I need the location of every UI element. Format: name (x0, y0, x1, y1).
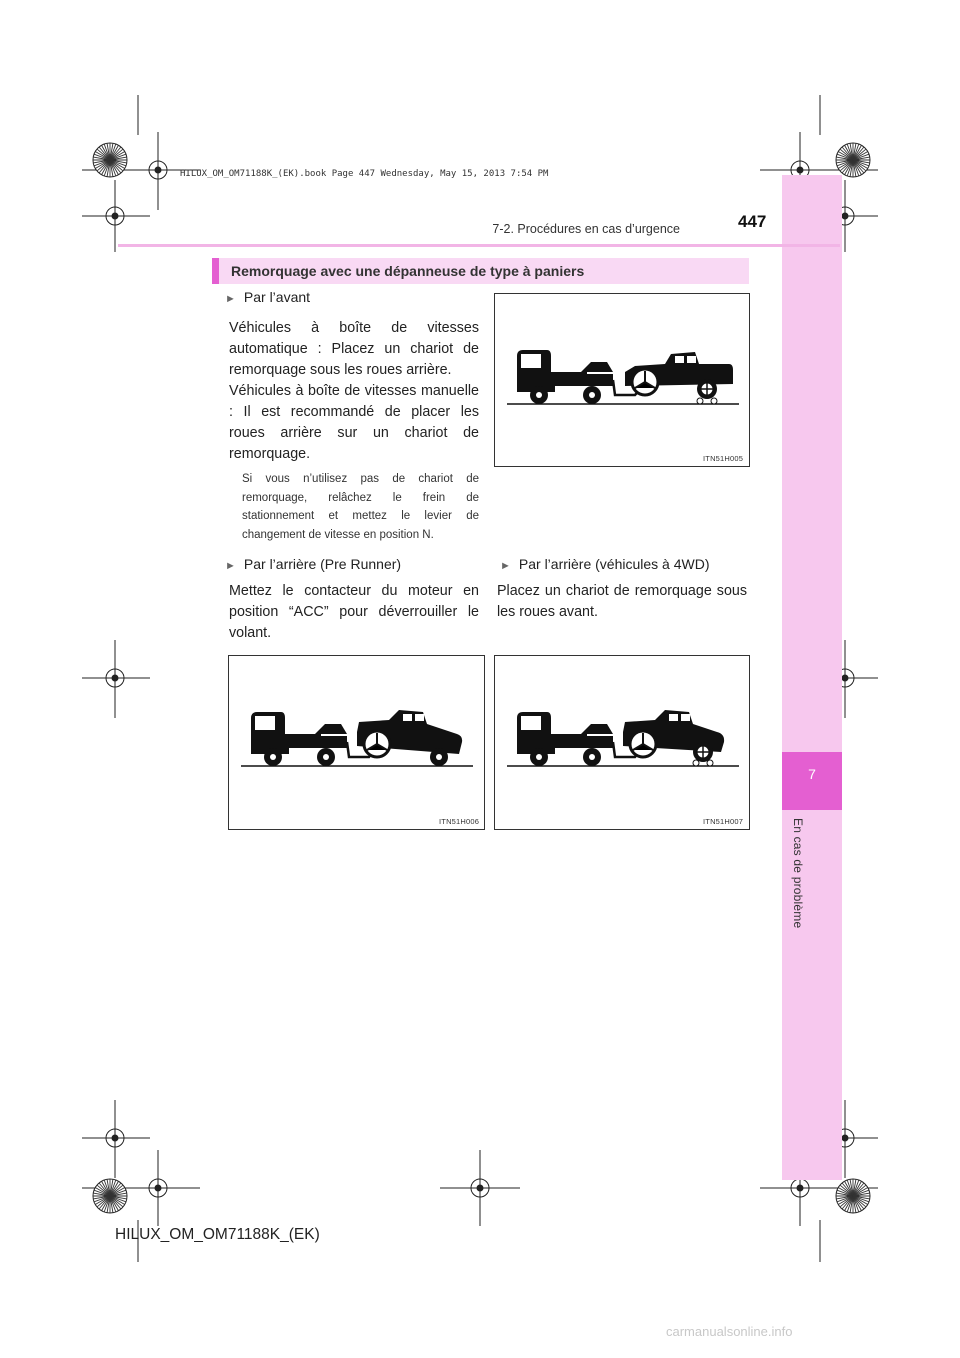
subheading-front-text: Par l’avant (243, 289, 311, 305)
subheading-rear-4wd-text: Par l’arrière (véhicules à 4WD) (518, 556, 710, 572)
chapter-title: En cas de problème (791, 818, 805, 929)
tow-truck-illustration-rear-4wd (495, 656, 751, 831)
tow-truck-illustration-rear-prerunner (229, 656, 486, 831)
triangle-bullet-icon: ► (225, 560, 236, 572)
subheading-rear-prerunner-text: Par l’arrière (Pre Runner) (243, 556, 402, 572)
paragraph-rear-4wd: Placez un chariot de remorquage sous les roues avant. (497, 583, 747, 620)
page-number: 447 (738, 212, 767, 231)
figure-rear-tow-prerunner (228, 655, 485, 830)
section-heading-text: Remorquage avec une dépanneuse de type à paniers (231, 263, 585, 279)
chapter-side-tab (782, 175, 842, 1180)
section-heading (212, 258, 749, 284)
book-stamp: HILUX_OM_OM71188K_(EK).book Page 447 Wednesday, May 15, 2013 7:54 PM (180, 169, 549, 179)
subheading-rear-prerunner (225, 556, 401, 572)
triangle-bullet-icon: ► (500, 560, 511, 572)
paragraph-automatic: Véhicules à boîte de vitesses automatique : Placez un chariot de remorquage sous les roues arrière. (229, 320, 479, 378)
chapter-number: 7 (808, 766, 816, 782)
running-head: 7-2. Procédures en cas d’urgence (492, 222, 680, 236)
subheading-rear-4wd (500, 556, 710, 572)
header-rule (118, 244, 840, 247)
triangle-bullet-icon: ► (225, 293, 236, 305)
tow-truck-illustration-front (495, 294, 751, 468)
paragraph-manual: Véhicules à boîte de vitesses manuelle : Il est recommandé de placer les roues arrière sur un chariot de remorquage. (229, 383, 479, 462)
footer-doc-code: HILUX_OM_OM71188K_(EK) (115, 1226, 320, 1243)
figure-code: ITN51H005 (703, 454, 744, 463)
watermark: carmanualsonline.info (666, 1324, 793, 1339)
paragraph-rear-prerunner: Mettez le contacteur du moteur en position “ACC” pour déverrouiller le volant. (229, 583, 479, 641)
figure-front-tow (494, 293, 750, 467)
figure-code: ITN51H006 (439, 817, 480, 826)
figure-rear-tow-4wd (494, 655, 750, 830)
subheading-front (225, 289, 310, 305)
note-no-dolly: Si vous n’utilisez pas de chariot de remorquage, relâchez le frein de stationnement et mettez le levier de changement de vitesse en position N. (242, 473, 479, 541)
figure-code: ITN51H007 (703, 817, 744, 826)
